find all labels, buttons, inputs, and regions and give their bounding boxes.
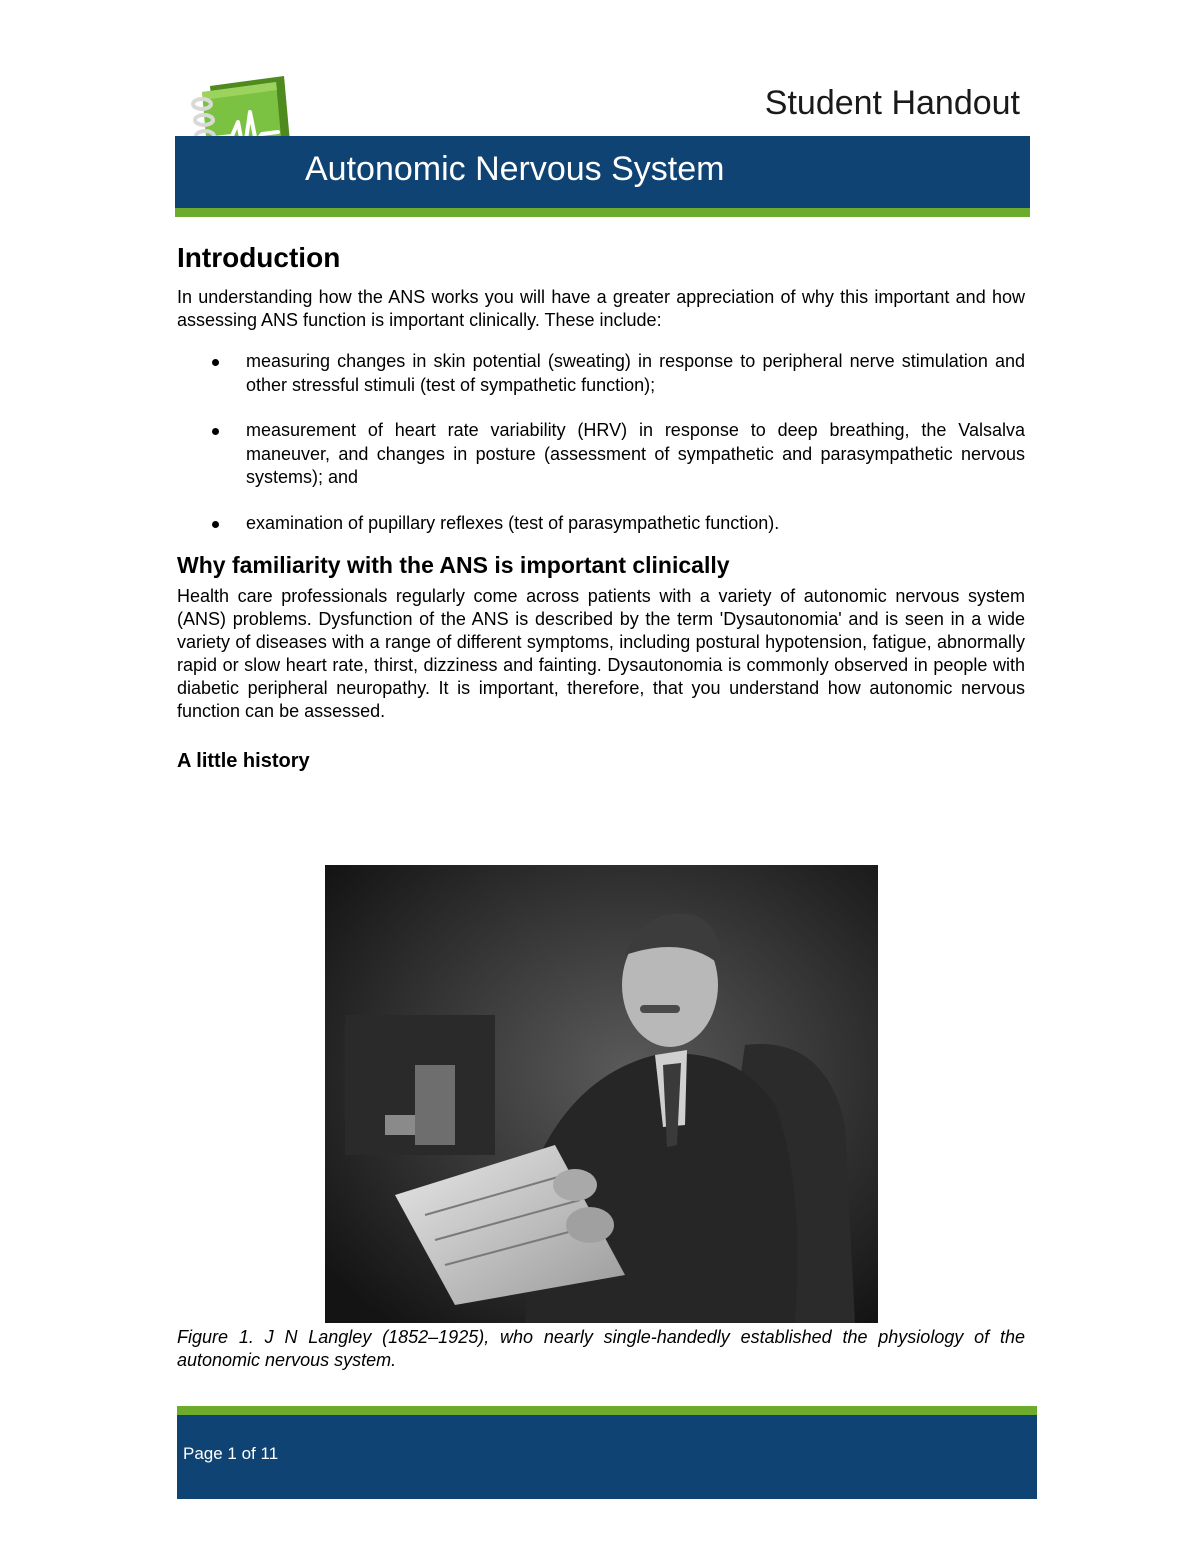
portrait-image: [325, 865, 878, 1323]
header-accent-stripe: [175, 208, 1030, 217]
list-item: measurement of heart rate variability (HRV) in response to deep breathing, the Valsalva maneuver, and changes in posture (assessment of sympathetic and parasympathetic nervous systems); and: [177, 419, 1025, 490]
clinical-heading: Why familiarity with the ANS is important clinically: [177, 552, 730, 578]
page-number: Page 1 of 11: [183, 1444, 279, 1463]
introduction-heading: Introduction: [177, 242, 341, 273]
history-heading: A little history: [177, 750, 310, 772]
list-item: measuring changes in skin potential (sweating) in response to peripheral nerve stimulation and other stressful stimuli (test of sympathetic function);: [177, 350, 1025, 397]
langley-portrait-photo: [325, 865, 878, 1323]
footer-accent-stripe: [177, 1406, 1037, 1415]
assessment-list: [177, 350, 1025, 535]
footer-banner: [177, 1415, 1037, 1499]
bullet-icon: [212, 428, 219, 435]
list-item: examination of pupillary reflexes (test of parasympathetic function).: [177, 512, 1025, 536]
document-title: Autonomic Nervous System: [305, 150, 725, 188]
clinical-paragraph: Health care professionals regularly come across patients with a variety of autonomic nervous system (ANS) problems. Dysfunction of the ANS is described by the term 'Dysautonomia' and is seen in a wide variety of diseases with a range of different symptoms, including postural hypotension, fatigue, abnormally rapid or slow heart rate, thirst, dizziness and fainting. Dysautonomia is commonly observed in people with diabetic peripheral neuropathy. It is important, therefore, that you understand how autonomic nervous function can be assessed.: [177, 586, 1025, 721]
introduction-paragraph: In understanding how the ANS works you will have a greater appreciation of why this important and how assessing ANS function is important clinically. These include:: [177, 287, 1025, 330]
figure-caption: Figure 1. J N Langley (1852–1925), who nearly single-handedly established the physiology of the autonomic nervous system.: [177, 1327, 1025, 1370]
main-content: [177, 240, 1025, 775]
bullet-icon: [212, 359, 219, 366]
bullet-icon: [212, 521, 219, 528]
handout-label: Student Handout: [764, 84, 1020, 122]
